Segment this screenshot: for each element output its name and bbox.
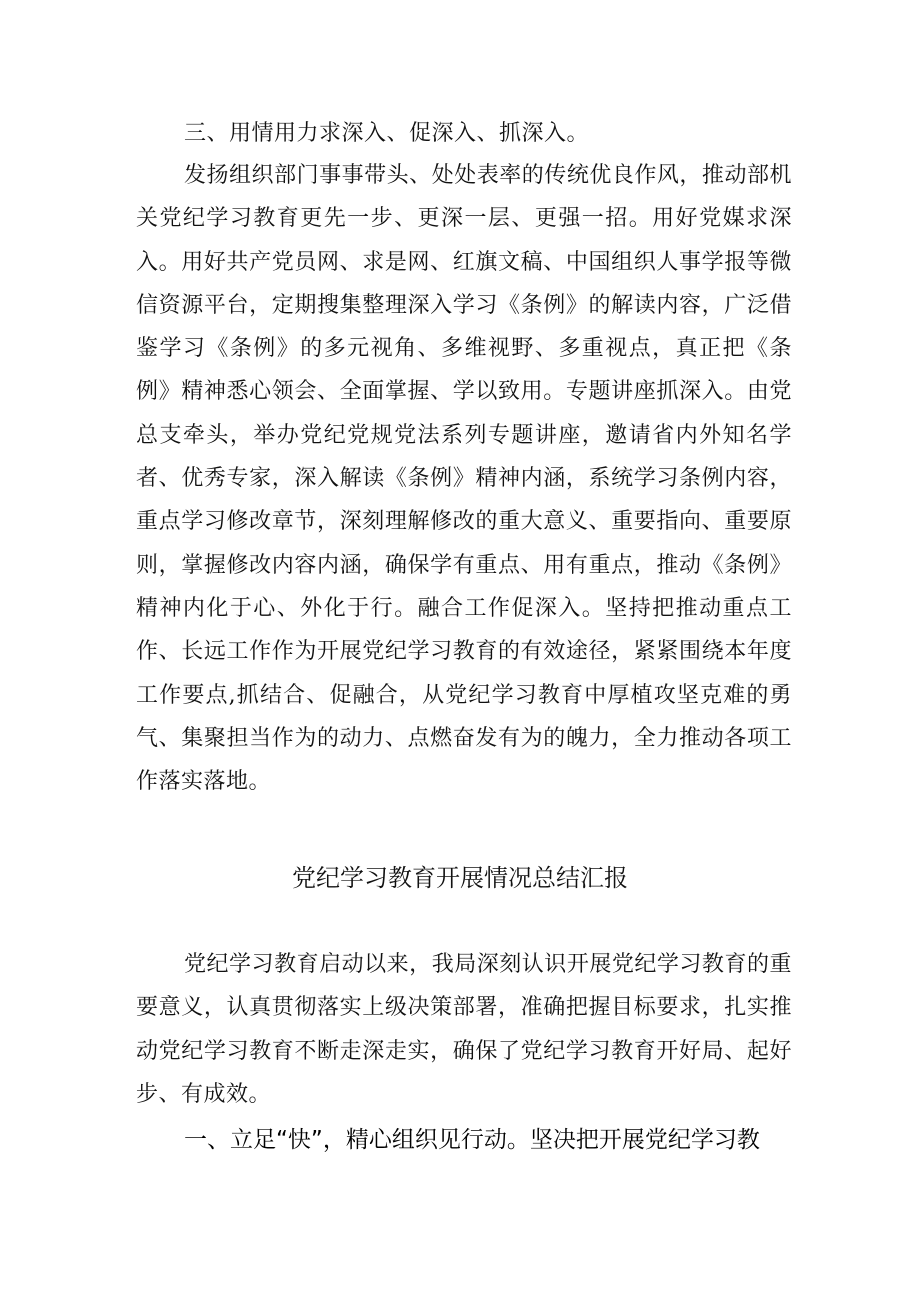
report-intro: 党纪学习教育启动以来，我局深刻认识开展党纪学习教育的重要意义，认真贯彻落实上级决策部署，准确把握目标要求，扎实推动党纪学习教育不断走深走实，确保了党纪学习教育开好局、起好步、有成效。 [136, 952, 792, 1107]
section-one-heading: 一、立足“快”，精心组织见行动。坚决把开展党纪学习教 [184, 1127, 760, 1153]
report-title: 党纪学习教育开展情况总结汇报 [292, 864, 628, 892]
item-three-heading: 三、用情用力求深入、促深入、抓深入。 [184, 121, 590, 146]
item-three-body: 发扬组织部门事事带头、处处表率的传统优良作风，推动部机关党纪学习教育更先一步、更深一层、更强一招。用好党媒求深入。用好共产党员网、求是网、红旗文稿、中国组织人事学报等微信资源平台，定期搜集整理深入学习《条例》的解读内容，广泛借鉴学习《条例》的多元视角、多维视野、多重视点，真正把《条例》精神悉心领会、全面掌握、学以致用。专题讲座抓深入。由党总支牵头，举办党纪党规党法系列专题讲座，邀请省内外知名学者、优秀专家，深入解读《条例》精神内涵，系统学习条例内容，重点学习修改章节，深刻理解修改的重大意义、重要指向、重要原则，掌握修改内容内涵，确保学有重点、用有重点，推动《条例》精神内化于心、外化于行。融合工作促深入。坚持把推动重点工作、长远工作作为开展党纪学习教育的有效途径，紧紧围绕本年度工作要点,抓结合、促融合，从党纪学习教育中厚植攻坚克难的勇气、集聚担当作为的动力、点燃奋发有为的魄力，全力推动各项工作落实落地。 [136, 163, 792, 795]
